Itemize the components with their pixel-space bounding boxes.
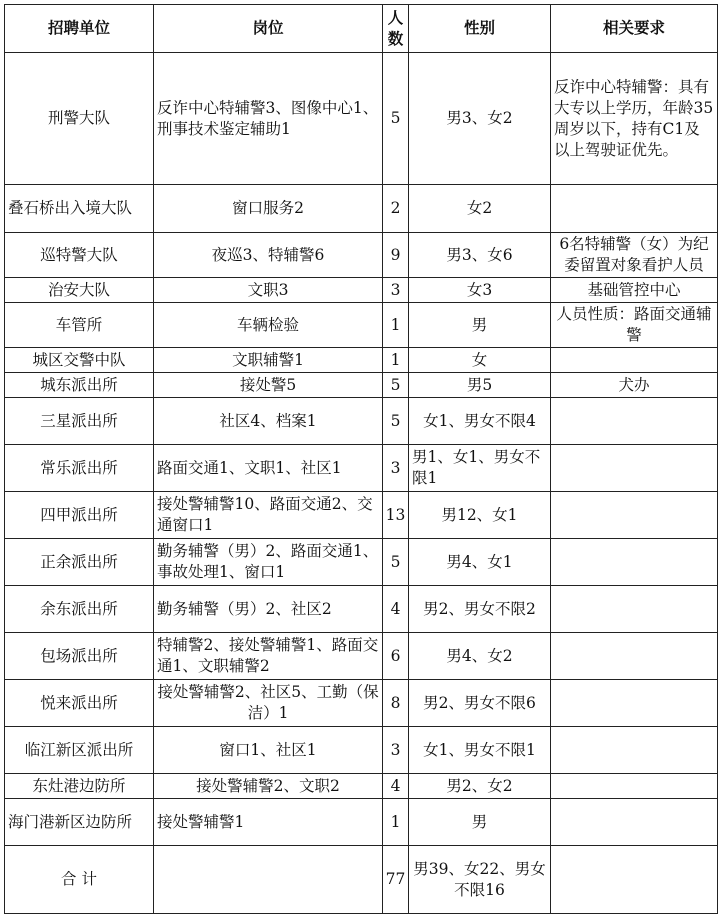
cell-gender: 女1、男女不限1 (409, 727, 551, 774)
cell-requirements (551, 539, 718, 586)
cell-count: 4 (383, 774, 409, 799)
cell-gender: 女2 (409, 185, 551, 233)
cell-gender: 男1、女1、男女不限1 (409, 445, 551, 492)
cell-count: 77 (383, 846, 409, 914)
cell-count: 8 (383, 680, 409, 727)
table-row (5, 774, 718, 799)
cell-position: 反诈中心特辅警3、图像中心1、刑事技术鉴定辅助1 (154, 53, 383, 185)
cell-count: 5 (383, 373, 409, 398)
cell-gender: 男3、女6 (409, 233, 551, 278)
cell-gender: 男 (409, 799, 551, 846)
cell-requirements (551, 185, 718, 233)
cell-position: 接处警辅警2、文职2 (154, 774, 383, 799)
cell-requirements (551, 492, 718, 539)
table-row (5, 398, 718, 445)
cell-unit: 车管所 (5, 303, 154, 348)
cell-unit: 海门港新区边防所 (5, 799, 154, 846)
cell-requirements: 6名特辅警（女）为纪委留置对象看护人员 (551, 233, 718, 278)
cell-position: 勤务辅警（男）2、社区2 (154, 586, 383, 633)
table-row (5, 539, 718, 586)
cell-requirements: 犬办 (551, 373, 718, 398)
cell-gender: 男12、女1 (409, 492, 551, 539)
cell-unit: 三星派出所 (5, 398, 154, 445)
cell-position: 窗口服务2 (154, 185, 383, 233)
header-count: 人数 (383, 5, 409, 53)
header-row (5, 5, 718, 53)
cell-count: 1 (383, 303, 409, 348)
header-unit: 招聘单位 (5, 5, 154, 53)
cell-position (154, 846, 383, 914)
cell-unit: 常乐派出所 (5, 445, 154, 492)
cell-gender: 男4、女2 (409, 633, 551, 680)
cell-unit: 治安大队 (5, 278, 154, 303)
cell-requirements (551, 846, 718, 914)
table-row (5, 278, 718, 303)
cell-gender: 男39、女22、男女不限16 (409, 846, 551, 914)
cell-requirements (551, 586, 718, 633)
header-gender: 性别 (409, 5, 551, 53)
cell-unit: 悦来派出所 (5, 680, 154, 727)
cell-position: 接处警辅警10、路面交通2、交通窗口1 (154, 492, 383, 539)
cell-gender: 男2、男女不限6 (409, 680, 551, 727)
table-row (5, 53, 718, 185)
cell-gender: 女1、男女不限4 (409, 398, 551, 445)
cell-unit: 余东派出所 (5, 586, 154, 633)
header-requirements: 相关要求 (551, 5, 718, 53)
cell-requirements (551, 398, 718, 445)
cell-count: 9 (383, 233, 409, 278)
cell-count: 1 (383, 348, 409, 373)
cell-position: 路面交通1、文职1、社区1 (154, 445, 383, 492)
cell-gender: 男2、女2 (409, 774, 551, 799)
cell-unit: 正余派出所 (5, 539, 154, 586)
cell-unit: 包场派出所 (5, 633, 154, 680)
cell-unit: 东灶港边防所 (5, 774, 154, 799)
cell-position: 接处警5 (154, 373, 383, 398)
cell-unit: 巡特警大队 (5, 233, 154, 278)
cell-unit: 临江新区派出所 (5, 727, 154, 774)
total-row (5, 846, 718, 914)
cell-requirements (551, 680, 718, 727)
table-row (5, 586, 718, 633)
cell-gender: 男5 (409, 373, 551, 398)
cell-requirements: 人员性质：路面交通辅警 (551, 303, 718, 348)
cell-unit: 城东派出所 (5, 373, 154, 398)
recruitment-table (4, 4, 718, 914)
cell-position: 车辆检验 (154, 303, 383, 348)
cell-position: 文职辅警1 (154, 348, 383, 373)
cell-gender: 男3、女2 (409, 53, 551, 185)
table-row (5, 633, 718, 680)
cell-unit: 刑警大队 (5, 53, 154, 185)
table-row (5, 492, 718, 539)
table-row (5, 185, 718, 233)
cell-count: 4 (383, 586, 409, 633)
table-row (5, 680, 718, 727)
cell-position: 社区4、档案1 (154, 398, 383, 445)
cell-count: 5 (383, 539, 409, 586)
cell-position: 接处警辅警2、社区5、工勤（保洁）1 (154, 680, 383, 727)
cell-count: 3 (383, 727, 409, 774)
cell-unit: 合 计 (5, 846, 154, 914)
cell-count: 5 (383, 398, 409, 445)
cell-gender: 男4、女1 (409, 539, 551, 586)
cell-requirements (551, 727, 718, 774)
cell-position: 特辅警2、接处警辅警1、路面交通1、文职辅警2 (154, 633, 383, 680)
cell-count: 3 (383, 278, 409, 303)
cell-gender: 女 (409, 348, 551, 373)
cell-requirements (551, 633, 718, 680)
table-row (5, 445, 718, 492)
cell-count: 1 (383, 799, 409, 846)
cell-requirements (551, 348, 718, 373)
cell-count: 6 (383, 633, 409, 680)
table-row (5, 799, 718, 846)
cell-requirements (551, 445, 718, 492)
header-position: 岗位 (154, 5, 383, 53)
cell-requirements (551, 799, 718, 846)
cell-count: 3 (383, 445, 409, 492)
cell-unit: 叠石桥出入境大队 (5, 185, 154, 233)
cell-unit: 四甲派出所 (5, 492, 154, 539)
table-row (5, 303, 718, 348)
cell-position: 夜巡3、特辅警6 (154, 233, 383, 278)
cell-gender: 男2、男女不限2 (409, 586, 551, 633)
cell-requirements: 反诈中心特辅警：具有大专以上学历，年龄35周岁以下，持有C1及以上驾驶证优先。 (551, 53, 718, 185)
cell-position: 文职3 (154, 278, 383, 303)
cell-count: 5 (383, 53, 409, 185)
cell-count: 13 (383, 492, 409, 539)
cell-position: 窗口1、社区1 (154, 727, 383, 774)
cell-position: 勤务辅警（男）2、路面交通1、事故处理1、窗口1 (154, 539, 383, 586)
table-row (5, 348, 718, 373)
cell-requirements (551, 774, 718, 799)
cell-count: 2 (383, 185, 409, 233)
table-row (5, 373, 718, 398)
cell-unit: 城区交警中队 (5, 348, 154, 373)
table-row (5, 233, 718, 278)
cell-gender: 男 (409, 303, 551, 348)
cell-requirements: 基础管控中心 (551, 278, 718, 303)
cell-position: 接处警辅警1 (154, 799, 383, 846)
table-row (5, 727, 718, 774)
cell-gender: 女3 (409, 278, 551, 303)
